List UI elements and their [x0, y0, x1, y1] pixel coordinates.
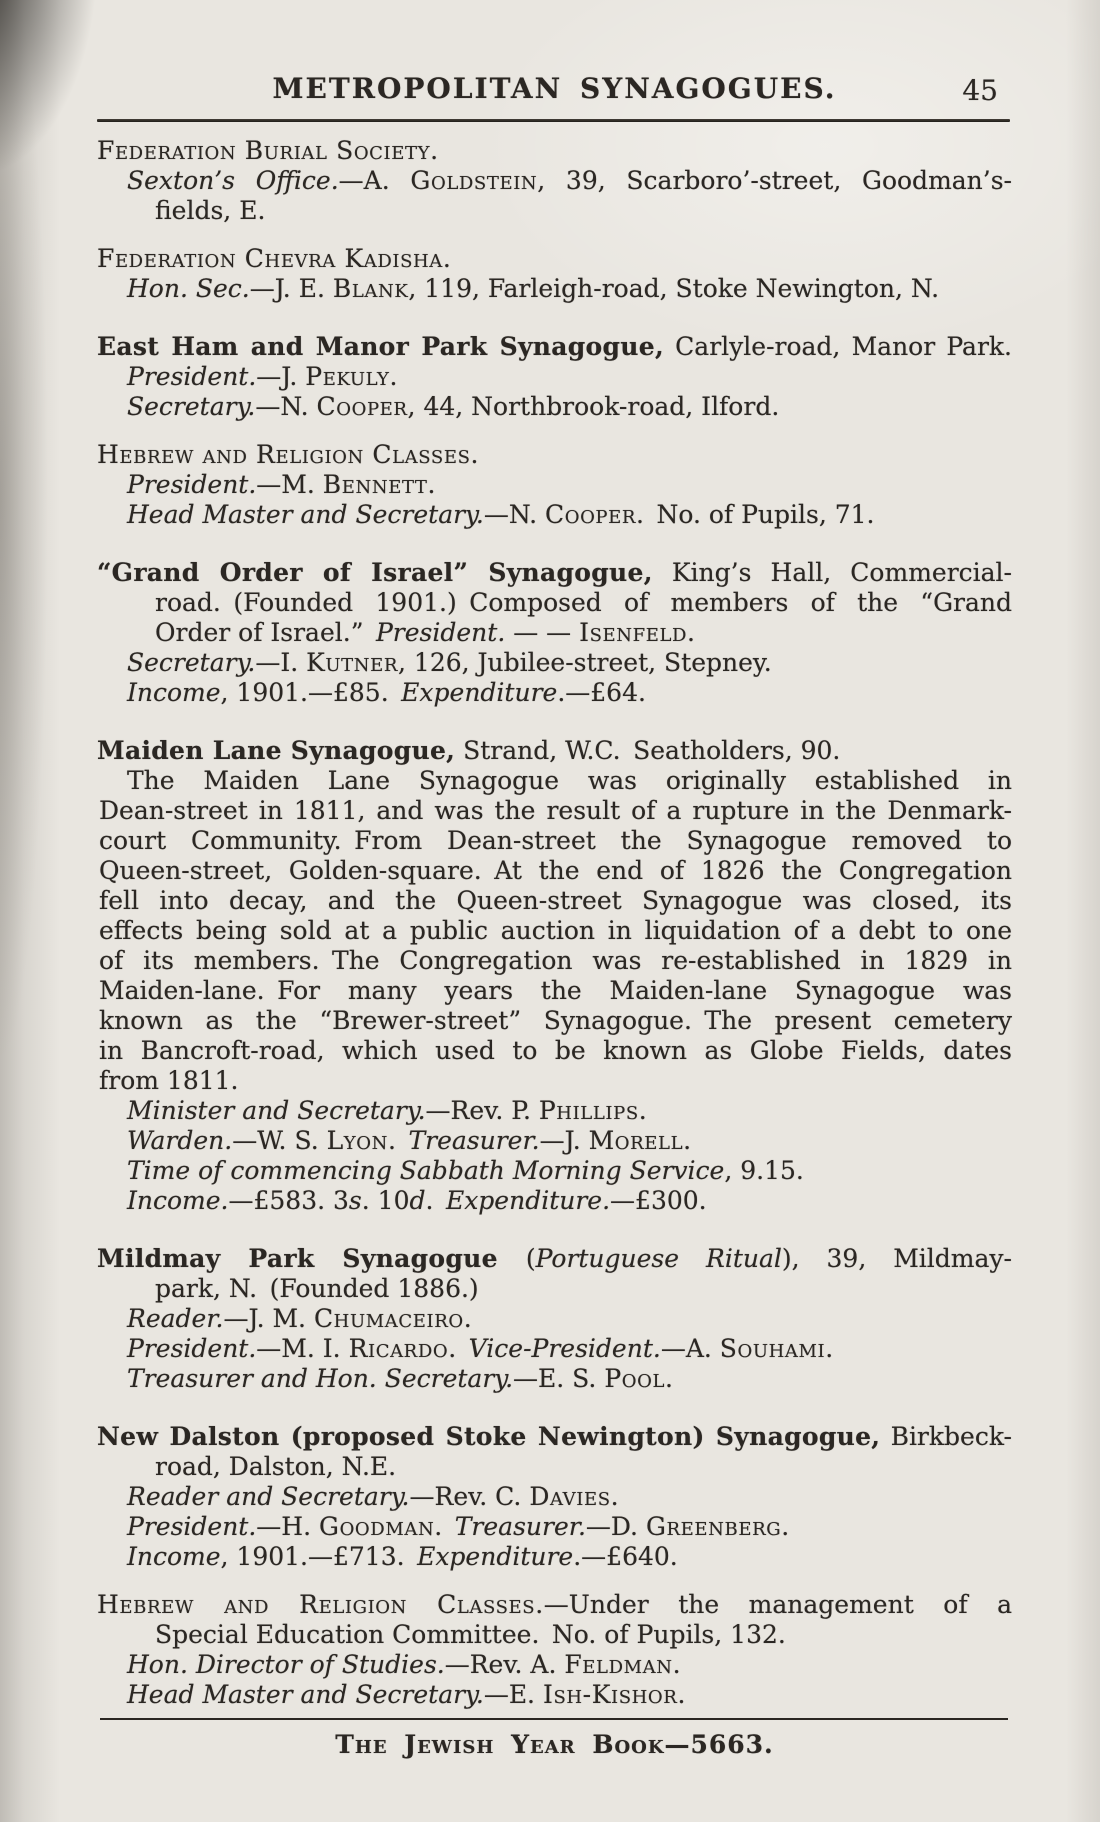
text-line	[99, 826, 1012, 856]
text-segment: —J.	[539, 1126, 589, 1155]
text-segment: Souhami	[719, 1334, 826, 1363]
text-segment: Special Education Committee. No. of Pupils, 132.	[155, 1620, 786, 1649]
text-line	[99, 1066, 1012, 1096]
text-segment: —Rev. P.	[425, 1096, 539, 1125]
text-segment: “Grand Order of Israel” Synagogue,	[97, 558, 653, 587]
text-segment: from 1811.	[99, 1066, 239, 1095]
entries	[97, 136, 1012, 1710]
text-segment: Morell	[588, 1126, 684, 1155]
header-rule	[97, 119, 1010, 122]
text-segment: .	[448, 1334, 469, 1363]
text-segment: —N.	[255, 392, 317, 421]
text-segment: , 119, Farleigh-road, Stoke Newington, N.	[408, 274, 940, 303]
text-segment: Strand, W.C. Seatholders, 90.	[455, 736, 841, 765]
text-segment: —J. E.	[249, 274, 333, 303]
text-segment: —E.	[483, 1680, 543, 1709]
text-segment: Head Master and Secretary.	[127, 500, 484, 529]
entry-block	[97, 440, 1012, 530]
text-segment: Goodman	[319, 1512, 435, 1541]
text-segment: East Ham and Manor Park Synagogue,	[97, 332, 664, 361]
text-line	[127, 766, 1012, 796]
text-segment: Maiden Lane Synagogue,	[97, 736, 456, 765]
text-line	[127, 1650, 1012, 1680]
text-segment: —Rev. A.	[444, 1650, 565, 1679]
text-segment: .	[389, 362, 398, 391]
text-line	[127, 274, 1012, 304]
text-segment: Dean-street in 1811, and was the result of a rupture in the Denmark-	[99, 796, 1012, 825]
text-segment: Secretary.	[127, 648, 256, 677]
text-line	[155, 196, 1012, 226]
text-segment: .	[825, 1334, 834, 1363]
text-line	[99, 886, 1012, 916]
text-segment: fell into decay, and the Queen-street Synagogue was closed, its	[99, 886, 1012, 915]
text-segment: .	[665, 1364, 673, 1393]
text-segment: Bennett	[322, 470, 428, 499]
text-segment: Reader.	[127, 1304, 224, 1333]
text-segment: Head Master and Secretary.	[127, 1680, 484, 1709]
text-segment: .	[388, 1126, 409, 1155]
text-segment: ), 39, Mildmay-	[781, 1244, 1012, 1273]
text-segment: park, N. (Founded 1886.)	[155, 1274, 479, 1303]
entry-block	[97, 136, 1012, 226]
text-segment: .	[427, 470, 436, 499]
text-segment: (	[525, 1244, 536, 1273]
text-segment: New Dalston (proposed Stoke Newington) Synagogue,	[97, 1422, 881, 1451]
text-line	[127, 1512, 1012, 1542]
text-segment: .	[425, 1186, 446, 1215]
text-segment: Carlyle-road, Manor Park.	[664, 332, 1013, 361]
text-segment: —M.	[256, 470, 323, 499]
text-line	[127, 678, 1012, 708]
text-segment: —A.	[660, 1334, 720, 1363]
text-line	[127, 362, 1012, 392]
text-segment: Time of commencing Sabbath Morning Service	[127, 1156, 725, 1185]
text-segment: road, Dalston, N.E.	[155, 1452, 397, 1481]
text-segment: Davies	[529, 1482, 611, 1511]
text-segment: .	[677, 1680, 686, 1709]
text-line	[155, 618, 1012, 648]
text-line	[155, 1274, 1012, 1304]
text-segment: of its members. The Congregation was re-established in 1829 in	[99, 946, 1012, 975]
text-segment: Greenberg	[645, 1512, 782, 1541]
text-segment: Mildmay Park Synagogue	[97, 1244, 526, 1273]
text-segment: Federation Burial Society.	[97, 136, 439, 165]
text-segment: .—£640.	[573, 1542, 678, 1571]
text-line	[127, 1334, 1012, 1364]
text-segment: .	[687, 618, 695, 647]
text-segment: —M. I.	[256, 1334, 349, 1363]
text-segment: Treasurer.	[408, 1126, 540, 1155]
text-line	[127, 1156, 1012, 1186]
text-segment: The Maiden Lane Synagogue was originally established in	[127, 766, 1012, 795]
text-segment: Blank	[332, 274, 409, 303]
text-segment: Treasurer and Hon. Secretary.	[127, 1364, 514, 1393]
text-line	[99, 1006, 1012, 1036]
text-segment: .	[434, 1512, 455, 1541]
text-segment: .	[610, 1482, 619, 1511]
text-segment: , 1901.—£85.	[220, 678, 402, 707]
text-segment: Treasurer.	[454, 1512, 586, 1541]
text-line	[97, 1590, 1012, 1620]
text-segment: President.	[127, 362, 257, 391]
text-segment: —I.	[255, 648, 307, 677]
text-line	[97, 244, 1012, 274]
text-segment: —£583. 3	[228, 1186, 349, 1215]
text-segment: —J. M.	[223, 1304, 314, 1333]
text-segment: Maiden-lane. For many years the Maiden-lane Synagogue was	[99, 976, 1012, 1005]
text-segment: —E. S.	[513, 1364, 605, 1393]
text-line	[127, 1126, 1012, 1156]
text-segment: —£300.	[610, 1186, 707, 1215]
text-line	[97, 332, 1012, 362]
text-segment: Income.	[127, 1186, 229, 1215]
text-segment: , 9.15.	[724, 1156, 804, 1185]
text-line	[127, 648, 1012, 678]
footer-text: The Jewish Year Book—5663.	[335, 1730, 774, 1759]
text-line	[155, 588, 1012, 618]
text-segment: .	[781, 1512, 790, 1541]
text-segment: Sexton’s Office.	[127, 166, 339, 195]
text-segment: .—£64.	[557, 678, 646, 707]
text-line	[99, 976, 1012, 1006]
text-segment: .	[683, 1126, 692, 1155]
text-segment: Income	[127, 1542, 221, 1571]
text-line	[99, 1036, 1012, 1066]
text-segment: court Community. From Dean-street the Synagogue removed to	[99, 826, 1012, 855]
page-header	[97, 72, 1012, 105]
entry-block	[97, 244, 1012, 304]
text-segment: —D.	[585, 1512, 646, 1541]
text-segment: Hebrew and Religion Classes.	[97, 1590, 544, 1619]
text-segment: Income	[127, 678, 221, 707]
text-segment: Vice-President.	[468, 1334, 661, 1363]
text-line	[155, 1620, 1012, 1650]
text-segment: Minister and Secretary.	[127, 1096, 426, 1125]
text-segment: known as the “Brewer-street” Synagogue. The present cemetery	[99, 1006, 1012, 1035]
text-line	[97, 1422, 1012, 1452]
text-line	[127, 1680, 1012, 1710]
text-segment: King’s Hall, Commercial-	[652, 558, 1012, 587]
entry-block	[97, 558, 1012, 708]
text-segment: Pool	[604, 1364, 666, 1393]
text-line	[97, 1244, 1012, 1274]
text-segment: —Under the management of a	[543, 1590, 1012, 1619]
text-segment: Federation Chevra Kadisha.	[97, 244, 452, 273]
text-segment: , 44, Northbrook-road, Ilford.	[407, 392, 780, 421]
text-segment: Chumaceiro	[313, 1304, 464, 1333]
text-segment: Feldman	[564, 1650, 673, 1679]
text-segment: . No. of Pupils, 71.	[636, 500, 875, 529]
text-segment: Cooper	[544, 500, 637, 529]
text-line	[97, 136, 1012, 166]
text-line	[155, 1452, 1012, 1482]
text-line	[97, 736, 1012, 766]
entry-block	[97, 1590, 1012, 1710]
text-segment: Reader and Secretary.	[127, 1482, 410, 1511]
text-segment: effects being sold at a public auction in liquidation of a debt to one	[99, 916, 1012, 945]
text-line	[99, 796, 1012, 826]
entry-block	[97, 736, 1012, 1216]
text-segment: .	[463, 1304, 472, 1333]
text-line	[127, 1364, 1012, 1394]
text-segment: President.	[127, 1334, 257, 1363]
text-segment: Phillips	[538, 1096, 639, 1125]
text-line	[127, 1482, 1012, 1512]
text-segment: .	[672, 1650, 681, 1679]
text-segment: Birkbeck-	[880, 1422, 1012, 1451]
text-segment: —H.	[256, 1512, 319, 1541]
text-segment: .	[638, 1096, 647, 1125]
text-segment: . 10	[361, 1186, 410, 1215]
text-segment: road. (Founded 1901.) Composed of members of the “Grand	[155, 588, 1012, 617]
text-segment: President.	[375, 618, 506, 647]
text-line	[127, 1096, 1012, 1126]
text-segment: Hon. Director of Studies.	[127, 1650, 445, 1679]
text-segment: —J.	[256, 362, 306, 391]
text-segment: President.	[127, 1512, 257, 1541]
entry-block	[97, 1422, 1012, 1572]
text-segment: —W. S.	[232, 1126, 327, 1155]
text-line	[97, 440, 1012, 470]
text-segment: Expenditure	[417, 1542, 574, 1571]
text-segment: in Bancroft-road, which used to be known as Globe Fields, dates	[99, 1036, 1012, 1065]
text-segment: s	[348, 1186, 362, 1215]
text-segment: Hon. Sec.	[127, 274, 250, 303]
text-line	[127, 470, 1012, 500]
text-line	[99, 946, 1012, 976]
text-line	[127, 1186, 1012, 1216]
text-segment: Queen-street, Golden-square. At the end of 1826 the Congregation	[99, 856, 1012, 885]
text-segment: , 126, Jubilee-street, Stepney.	[398, 648, 772, 677]
text-line	[99, 856, 1012, 886]
text-segment: , 39, Scarboro’-street, Goodman’s-	[537, 166, 1013, 195]
page-number: 45	[962, 74, 998, 107]
text-segment: — —	[505, 618, 580, 647]
footer-rule	[100, 1718, 1008, 1720]
text-segment: Cooper	[316, 392, 408, 421]
text-segment: Warden.	[127, 1126, 233, 1155]
text-segment: Portuguese Ritual	[535, 1244, 782, 1273]
text-segment: —A.	[338, 166, 411, 195]
text-segment: Expenditure	[401, 678, 558, 707]
text-segment: Secretary.	[127, 392, 256, 421]
text-segment: d	[409, 1186, 426, 1215]
text-segment: —Rev. C.	[409, 1482, 530, 1511]
text-segment: Kutner	[306, 648, 399, 677]
text-segment: Expenditure.	[445, 1186, 611, 1215]
text-segment: , 1901.—£713.	[220, 1542, 418, 1571]
text-segment: President.	[127, 470, 257, 499]
text-segment: Lyon	[326, 1126, 388, 1155]
text-line	[127, 500, 1012, 530]
text-segment: Goldstein	[410, 166, 538, 195]
text-line	[99, 916, 1012, 946]
text-segment: Hebrew and Religion Classes.	[97, 440, 480, 469]
text-line	[127, 1304, 1012, 1334]
text-segment: Isenfeld	[579, 618, 688, 647]
text-line	[127, 166, 1012, 196]
text-segment: Order of Israel.”	[155, 618, 376, 647]
text-line	[97, 558, 1012, 588]
page-title: METROPOLITAN SYNAGOGUES.	[272, 72, 837, 105]
text-segment: —N.	[483, 500, 545, 529]
text-line	[127, 392, 1012, 422]
text-segment: Pekuly	[305, 362, 390, 391]
text-segment: fields, E.	[155, 196, 266, 225]
entry-block	[97, 1244, 1012, 1394]
text-line	[127, 1542, 1012, 1572]
entry-block	[97, 332, 1012, 422]
text-segment: Ish-Kishor	[542, 1680, 678, 1709]
text-segment: Ricardo	[348, 1334, 449, 1363]
